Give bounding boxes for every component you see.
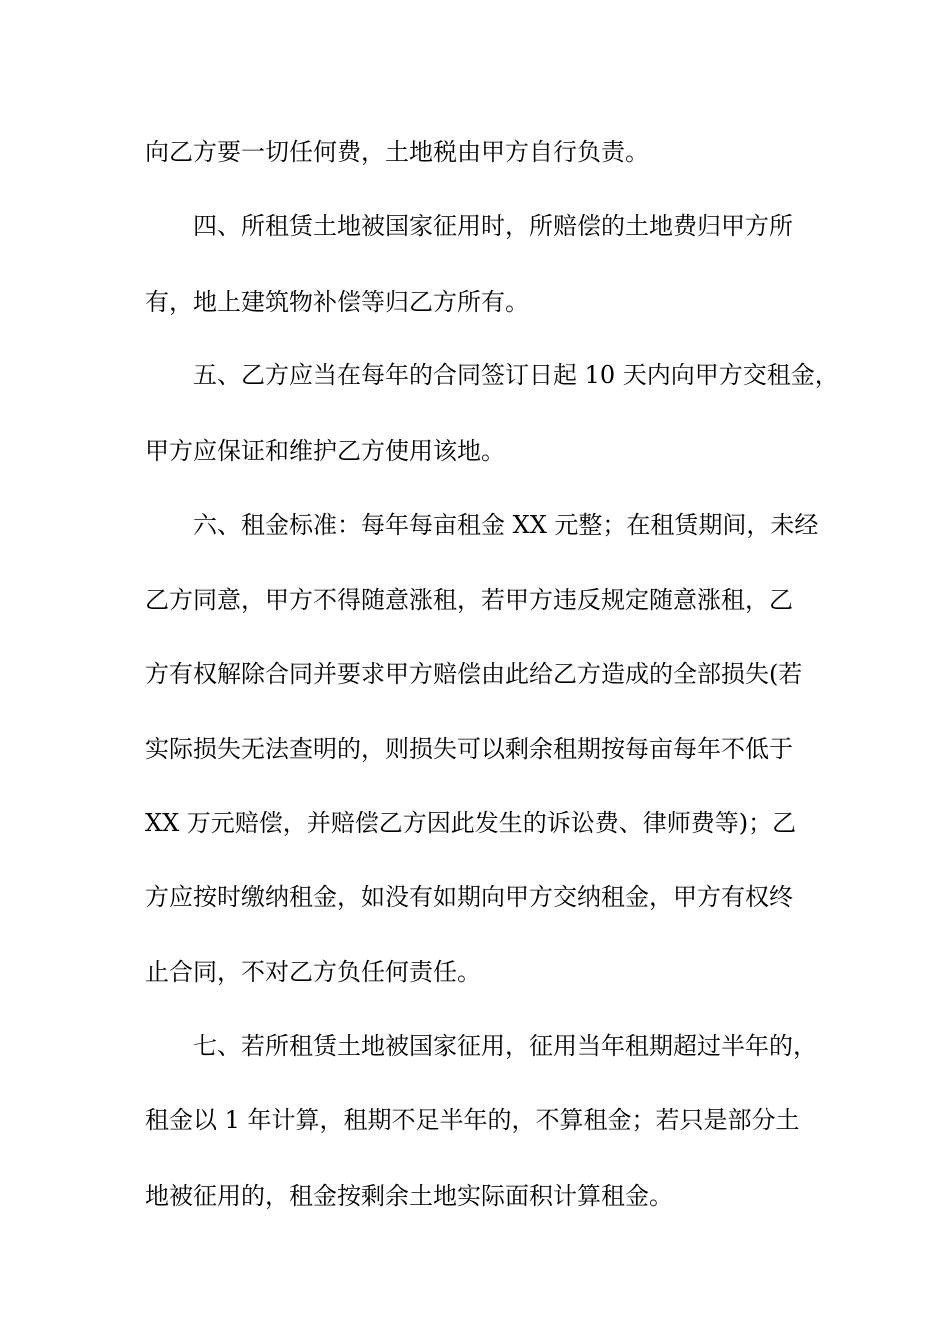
text-line: 乙方同意，甲方不得随意涨租，若甲方违反规定随意涨租，乙 [145,586,793,614]
text-line: 实际损失无法查明的，则损失可以剩余租期按每亩每年不低于 [145,735,793,763]
text-line: 地被征用的，租金按剩余土地实际面积计算租金。 [145,1182,673,1210]
text-line: 租金以 1 年计算，租期不足半年的，不算租金；若只是部分土 [145,1106,800,1134]
text-line: 止合同，不对乙方负任何责任。 [145,958,481,986]
text-line: 向乙方要一切任何费，土地税由甲方自行负责。 [145,138,649,166]
text-line: 方应按时缴纳租金，如没有如期向甲方交纳租金，甲方有权终 [145,883,793,911]
text-line: XX 万元赔偿，并赔偿乙方因此发生的诉讼费、律师费等)；乙 [145,809,797,837]
text-line: 甲方应保证和维护乙方使用该地。 [145,437,505,465]
text-line: 方有权解除合同并要求甲方赔偿由此给乙方造成的全部损失(若 [145,660,803,688]
text-line: 七、若所租赁土地被国家征用，征用当年租期超过半年的， [145,1032,817,1060]
text-line: 六、租金标准：每年每亩租金 XX 元整；在租赁期间，未经 [145,511,819,539]
text-line: 四、所租赁土地被国家征用时，所赔偿的土地费归甲方所 [145,212,793,240]
text-line: 五、乙方应当在每年的合同签订日起 10 天内向甲方交租金， [145,361,839,389]
text-line: 有，地上建筑物补偿等归乙方所有。 [145,288,529,316]
